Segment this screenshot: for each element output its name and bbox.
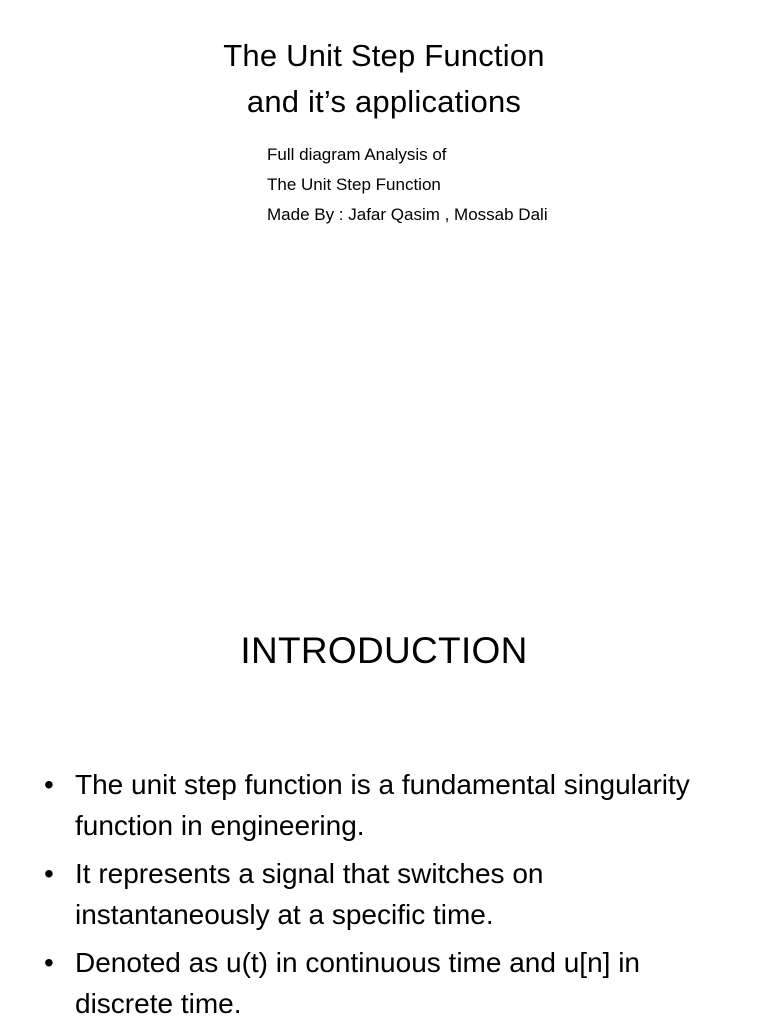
bullet-item (40, 853, 740, 935)
bullet-text: Denoted as u(t) in continuous time and u[n] in discrete time. (75, 947, 641, 1019)
bullet-text: The unit step function is a fundamental singularity function in engineering. (75, 769, 690, 841)
title-block (0, 33, 768, 125)
bullet-icon: • (44, 858, 54, 889)
title-line-2: and it’s applications (246, 84, 522, 119)
bullet-item (40, 764, 740, 846)
subtitle-line-2: The Unit Step Function (267, 175, 441, 194)
bullet-item (40, 942, 740, 1024)
subtitle-line-1: Full diagram Analysis of (267, 145, 447, 164)
bullet-text: It represents a signal that switches on instantaneously at a specific time. (75, 858, 544, 930)
bullet-icon: • (44, 769, 54, 800)
title-line-1: The Unit Step Function (223, 38, 545, 73)
bullet-list (40, 764, 740, 1024)
section-heading-introduction: INTRODUCTION (240, 630, 528, 671)
subtitle-block (267, 140, 747, 230)
authors-line: Made By : Jafar Qasim , Mossab Dali (267, 205, 548, 224)
bullet-icon: • (44, 947, 54, 978)
